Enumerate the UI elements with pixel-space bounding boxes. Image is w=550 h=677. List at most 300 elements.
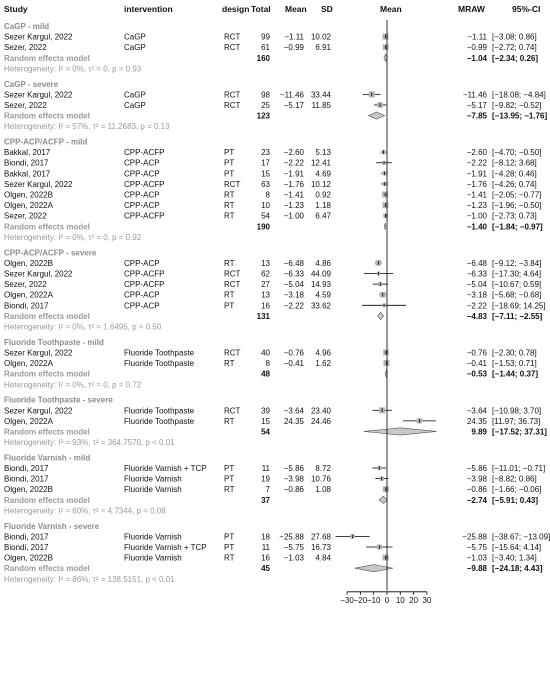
study-mean: −5.17 <box>283 100 304 110</box>
heterogeneity-label: Heterogeneity: I² = 60%, τ² = 4.7344, p = 0.08 <box>4 506 166 516</box>
random-effects-row <box>4 564 543 573</box>
study-mraw: −5.75 <box>466 542 487 552</box>
study-design: PT <box>224 158 235 168</box>
study-row <box>4 554 537 563</box>
study-row <box>4 291 541 300</box>
study-mraw: −2.60 <box>466 148 487 158</box>
study-mean: −0.41 <box>283 359 304 369</box>
header-total: Total <box>251 4 271 14</box>
study-design: RT <box>224 553 235 563</box>
study-intervention: Fluoride Varnish <box>124 474 182 484</box>
study-name: Biondi, 2017 <box>4 532 49 542</box>
study-name: Sezer, 2022 <box>4 280 47 290</box>
study-sd: 4.84 <box>315 553 331 563</box>
study-sd: 4.69 <box>315 169 331 179</box>
study-total: 39 <box>261 406 270 416</box>
x-axis <box>340 20 432 605</box>
study-sd: 6.91 <box>315 43 331 53</box>
study-ci: [−3.40; 1.34] <box>492 553 537 563</box>
study-ci: [−18.69; 14.25] <box>492 301 546 311</box>
group-title: CPP-ACP/ACFP - severe <box>4 248 97 258</box>
study-intervention: Fluoride Toothpaste <box>124 348 195 358</box>
study-mean: −6.48 <box>283 258 304 268</box>
x-tick-label: 10 <box>395 595 405 605</box>
study-total: 63 <box>261 179 270 189</box>
study-total: 15 <box>261 416 270 426</box>
study-ci: [−38.67; −13.09] <box>492 532 550 542</box>
study-intervention: CPP-ACP <box>124 301 160 311</box>
study-design: RCT <box>224 406 241 416</box>
random-effects-row <box>4 370 538 379</box>
study-total: 40 <box>261 348 270 358</box>
study-intervention: CPP-ACP <box>124 290 160 300</box>
study-total: 27 <box>261 280 270 290</box>
study-row <box>4 43 537 52</box>
study-mraw: −0.41 <box>466 359 487 369</box>
study-sd: 10.02 <box>310 32 331 42</box>
study-mraw: −11.46 <box>462 90 487 100</box>
study-intervention: Fluoride Varnish <box>124 532 182 542</box>
random-effects-ci: [−7.11; −2.55] <box>492 311 543 321</box>
study-ci: [−10.67; 0.59] <box>492 280 542 290</box>
random-effects-total: 37 <box>261 495 270 505</box>
study-row <box>4 485 541 494</box>
study-row <box>4 201 541 210</box>
group-title: Fluoride Varnish - severe <box>4 521 100 531</box>
random-effects-mraw: −1.40 <box>466 222 487 232</box>
study-mean: −0.76 <box>283 348 304 358</box>
study-ci: [−4.28; 0.46] <box>492 169 537 179</box>
study-row <box>4 259 541 268</box>
study-mean: −6.33 <box>283 269 304 279</box>
random-effects-row <box>4 112 547 121</box>
heterogeneity-label: Heterogeneity: I² = 0%, τ² = 0, p = 0.72 <box>4 380 142 390</box>
random-effects-mraw: −0.53 <box>466 369 487 379</box>
study-sd: 23.40 <box>310 406 331 416</box>
study-ci: [−2.73; 0.73] <box>492 211 537 221</box>
study-ci: [−2.72; 0.74] <box>492 43 537 53</box>
study-row <box>4 159 537 168</box>
summary-diamond <box>379 496 387 503</box>
study-total: 11 <box>261 542 270 552</box>
heterogeneity-label: Heterogeneity: I² = 93%, τ² = 364.7570, p < 0.01 <box>4 438 175 448</box>
study-sd: 6.47 <box>315 211 331 221</box>
study-mraw: −0.99 <box>466 43 487 53</box>
study-design: RCT <box>224 348 241 358</box>
study-intervention: CPP-ACP <box>124 201 160 211</box>
study-mraw: −1.41 <box>466 190 487 200</box>
study-mraw: −5.17 <box>466 100 487 110</box>
summary-diamond <box>368 112 384 119</box>
heterogeneity-label: Heterogeneity: I² = 0%, τ² = 1.6495, p = 0.50 <box>4 322 162 332</box>
random-effects-label: Random effects model <box>4 311 90 321</box>
study-design: RT <box>224 359 235 369</box>
study-name: Olgen, 2022B <box>4 553 53 563</box>
random-effects-total: 123 <box>256 111 270 121</box>
x-tick-label: 30 <box>422 595 432 605</box>
study-design: PT <box>224 148 235 158</box>
study-mean: −1.11 <box>284 32 304 42</box>
study-mraw: −0.86 <box>466 485 487 495</box>
study-name: Olgen, 2022A <box>4 290 53 300</box>
study-total: 54 <box>261 211 270 221</box>
study-row <box>4 417 540 426</box>
study-row <box>4 348 537 357</box>
study-sd: 1.08 <box>315 485 331 495</box>
study-ci: [−2.05; −0.77] <box>492 190 542 200</box>
study-mean: −0.86 <box>283 485 304 495</box>
study-intervention: CPP-ACFP <box>124 211 165 221</box>
study-total: 7 <box>265 485 270 495</box>
summary-diamond <box>364 428 437 435</box>
study-design: RCT <box>224 179 241 189</box>
study-ci: [−3.08; 0.86] <box>492 32 537 42</box>
study-design: PT <box>224 464 235 474</box>
header-plot-mean: Mean <box>380 4 402 14</box>
study-intervention: Fluoride Varnish + TCP <box>124 542 207 552</box>
header-ci: 95%-CI <box>512 4 541 14</box>
study-sd: 11.85 <box>311 100 331 110</box>
study-name: Olgen, 2022A <box>4 201 53 211</box>
study-design: RT <box>224 190 235 200</box>
study-intervention: CPP-ACFP <box>124 148 165 158</box>
random-effects-label: Random effects model <box>4 369 90 379</box>
study-sd: 33.44 <box>310 90 331 100</box>
study-ci: [−4.70; −0.50] <box>492 148 542 158</box>
random-effects-label: Random effects model <box>4 111 90 121</box>
study-row <box>4 406 541 415</box>
study-total: 62 <box>261 269 270 279</box>
study-ci: [−18.08; −4.84] <box>492 90 546 100</box>
study-total: 61 <box>261 43 270 53</box>
x-tick-label: −10 <box>366 595 381 605</box>
random-effects-total: 45 <box>261 564 270 574</box>
study-ci: [11.97; 36.73] <box>492 416 541 426</box>
study-sd: 1.18 <box>315 201 331 211</box>
study-ci: [−15.64; 4.14] <box>492 542 542 552</box>
study-name: Sezer Kargul, 2022 <box>4 269 73 279</box>
study-mraw: −1.23 <box>466 201 487 211</box>
study-mean: −5.75 <box>283 542 304 552</box>
study-total: 15 <box>261 169 270 179</box>
study-mean: −2.22 <box>283 158 304 168</box>
study-intervention: CPP-ACP <box>124 158 160 168</box>
forest-rows <box>4 22 550 584</box>
study-mraw: −0.76 <box>466 348 487 358</box>
random-effects-ci: [−5.91; 0.43] <box>492 495 539 505</box>
header-mean: Mean <box>285 4 307 14</box>
study-total: 23 <box>261 148 270 158</box>
study-design: PT <box>224 301 235 311</box>
study-mraw: −6.48 <box>466 258 487 268</box>
study-mean: −1.91 <box>283 169 304 179</box>
study-mraw: −3.18 <box>466 290 487 300</box>
study-row <box>4 280 541 289</box>
study-mean: −1.41 <box>283 190 304 200</box>
study-design: RT <box>224 416 235 426</box>
study-total: 8 <box>265 190 270 200</box>
study-row <box>4 101 541 110</box>
study-name: Sezer, 2022 <box>4 43 47 53</box>
study-row <box>4 33 537 42</box>
random-effects-mraw: 9.89 <box>471 427 487 437</box>
study-total: 8 <box>265 359 270 369</box>
study-row <box>4 90 546 99</box>
random-effects-ci: [−13.95; −1.76] <box>492 111 548 121</box>
x-tick-label: 0 <box>384 595 390 605</box>
random-effects-row <box>4 54 538 63</box>
study-name: Sezer, 2022 <box>4 211 47 221</box>
study-mraw: −6.33 <box>466 269 487 279</box>
study-name: Sezer Kargul, 2022 <box>4 179 73 189</box>
group-title: Fluoride Toothpaste - severe <box>4 395 113 405</box>
study-ci: [−9.12; −3.84] <box>492 258 542 268</box>
study-mraw: −3.98 <box>466 474 487 484</box>
header-intervention: intervention <box>124 4 173 14</box>
study-total: 16 <box>261 553 270 563</box>
header-design: design <box>222 4 250 14</box>
study-mean: −25.88 <box>279 532 304 542</box>
study-ci: [−1.53; 0.71] <box>492 359 537 369</box>
summary-diamond <box>385 223 386 230</box>
heterogeneity-label: Heterogeneity: I² = 0%, τ² = 0, p = 0.93 <box>4 64 142 74</box>
random-effects-total: 48 <box>261 369 270 379</box>
study-mean: −5.86 <box>283 464 304 474</box>
study-name: Bakkal, 2017 <box>4 148 51 158</box>
random-effects-ci: [−24.18; 4.43] <box>492 564 543 574</box>
x-tick-label: −20 <box>353 595 368 605</box>
study-sd: 4.86 <box>315 258 331 268</box>
study-total: 99 <box>261 32 270 42</box>
study-intervention: Fluoride Varnish + TCP <box>124 464 207 474</box>
random-effects-label: Random effects model <box>4 495 90 505</box>
study-ci: [−17.30; 4.64] <box>492 269 542 279</box>
study-row <box>4 169 537 178</box>
study-mean: 24.35 <box>283 416 304 426</box>
study-mraw: −1.11 <box>467 32 487 42</box>
study-mean: −2.60 <box>283 148 304 158</box>
x-tick-label: 20 <box>409 595 419 605</box>
study-mean: −11.46 <box>279 90 304 100</box>
study-design: PT <box>224 474 235 484</box>
study-design: PT <box>224 532 235 542</box>
study-name: Sezer Kargul, 2022 <box>4 406 73 416</box>
study-name: Olgen, 2022B <box>4 258 53 268</box>
study-design: RCT <box>224 100 241 110</box>
study-intervention: CPP-ACP <box>124 258 160 268</box>
study-sd: 14.93 <box>310 280 331 290</box>
study-total: 25 <box>261 100 270 110</box>
random-effects-label: Random effects model <box>4 222 90 232</box>
study-total: 19 <box>261 474 270 484</box>
group-title: CPP-ACP/ACFP - mild <box>4 137 88 147</box>
study-intervention: CaGP <box>124 32 146 42</box>
study-intervention: CaGP <box>124 43 146 53</box>
study-design: RT <box>224 258 235 268</box>
study-mraw: −3.64 <box>466 406 487 416</box>
study-ci: [−8.82; 0.86] <box>492 474 537 484</box>
study-intervention: Fluoride Toothpaste <box>124 406 195 416</box>
random-effects-row <box>4 427 547 436</box>
study-intervention: CPP-ACP <box>124 190 160 200</box>
study-name: Olgen, 2022B <box>4 485 53 495</box>
study-ci: [−8.12; 3.68] <box>492 158 537 168</box>
study-total: 10 <box>261 201 270 211</box>
study-name: Sezer, 2022 <box>4 100 47 110</box>
study-mean: −3.98 <box>283 474 304 484</box>
study-name: Olgen, 2022B <box>4 190 53 200</box>
summary-diamond <box>378 312 384 319</box>
study-sd: 27.68 <box>310 532 331 542</box>
study-design: RCT <box>224 90 241 100</box>
study-ci: [−5.68; −0.68] <box>492 290 542 300</box>
study-ci: [−1.66; −0.06] <box>492 485 542 495</box>
study-intervention: Fluoride Varnish <box>124 485 182 495</box>
random-effects-mraw: −9.88 <box>466 564 487 574</box>
random-effects-ci: [−17.52; 37.31] <box>492 427 547 437</box>
study-design: RT <box>224 201 235 211</box>
random-effects-total: 131 <box>256 311 270 321</box>
study-mraw: −1.03 <box>466 553 487 563</box>
study-sd: 8.72 <box>315 464 331 474</box>
study-sd: 33.62 <box>310 301 331 311</box>
heterogeneity-label: Heterogeneity: I² = 57%, τ² = 11.2683, p = 0.13 <box>4 122 170 132</box>
random-effects-ci: [−2.34; 0.26] <box>492 53 539 63</box>
study-row <box>4 270 541 279</box>
study-row <box>4 359 537 368</box>
study-ci: [−2.30; 0.78] <box>492 348 537 358</box>
study-intervention: CaGP <box>124 100 146 110</box>
heterogeneity-label: Heterogeneity: I² = 86%, τ² = 138.5151, p < 0.01 <box>4 574 175 584</box>
header-sd: SD <box>321 4 333 14</box>
random-effects-row <box>4 222 543 231</box>
study-design: RT <box>224 485 235 495</box>
study-mean: −1.23 <box>283 201 304 211</box>
study-intervention: CPP-ACFP <box>124 280 165 290</box>
header-row <box>4 4 540 14</box>
random-effects-mraw: −2.74 <box>466 495 487 505</box>
study-design: PT <box>224 542 235 552</box>
study-sd: 10.12 <box>310 179 331 189</box>
random-effects-label: Random effects model <box>4 564 90 574</box>
study-mean: −2.22 <box>283 301 304 311</box>
study-design: RCT <box>224 269 241 279</box>
study-name: Bakkal, 2017 <box>4 169 51 179</box>
random-effects-total: 160 <box>256 53 270 63</box>
group-title: Fluoride Toothpaste - mild <box>4 337 104 347</box>
study-name: Biondi, 2017 <box>4 464 49 474</box>
study-mean: −0.99 <box>283 43 304 53</box>
group-title: CaGP - severe <box>4 79 59 89</box>
group-title: CaGP - mild <box>4 22 50 31</box>
group-title: Fluoride Varnish - mild <box>4 453 91 463</box>
study-row <box>4 543 541 552</box>
study-ci: [−11.01; −0.71] <box>492 464 546 474</box>
study-name: Sezer Kargul, 2022 <box>4 32 73 42</box>
study-sd: 10.76 <box>310 474 331 484</box>
study-ci: [−4.26; 0.74] <box>492 179 537 189</box>
study-mraw: −1.91 <box>466 169 487 179</box>
study-name: Biondi, 2017 <box>4 158 49 168</box>
random-effects-label: Random effects model <box>4 53 90 63</box>
random-effects-label: Random effects model <box>4 427 90 437</box>
study-row <box>4 464 545 473</box>
study-row <box>4 532 550 541</box>
study-sd: 16.73 <box>310 542 331 552</box>
study-intervention: Fluoride Varnish <box>124 553 182 563</box>
study-mraw: −1.00 <box>466 211 487 221</box>
study-intervention: CaGP <box>124 90 146 100</box>
study-total: 98 <box>261 90 270 100</box>
study-intervention: Fluoride Toothpaste <box>124 416 195 426</box>
random-effects-total: 190 <box>256 222 270 232</box>
study-design: PT <box>224 169 235 179</box>
study-sd: 4.59 <box>315 290 331 300</box>
study-design: RCT <box>224 43 241 53</box>
study-intervention: CPP-ACFP <box>124 179 165 189</box>
random-effects-total: 54 <box>261 427 270 437</box>
random-effects-mraw: −4.83 <box>466 311 487 321</box>
study-row <box>4 180 537 189</box>
study-ci: [−1.96; −0.50] <box>492 201 542 211</box>
study-sd: 12.41 <box>310 158 331 168</box>
study-total: 13 <box>261 258 270 268</box>
study-mean: −5.04 <box>283 280 304 290</box>
study-row <box>4 475 537 484</box>
study-intervention: CPP-ACP <box>124 169 160 179</box>
study-total: 18 <box>261 532 270 542</box>
study-mraw: 24.35 <box>466 416 487 426</box>
x-tick-label: −30 <box>340 595 354 605</box>
study-mean: −1.03 <box>283 553 304 563</box>
heterogeneity-label: Heterogeneity: I² = 0%, τ² = 0, p = 0.92 <box>4 232 142 242</box>
study-mraw: −2.22 <box>466 301 487 311</box>
study-total: 17 <box>261 158 270 168</box>
study-total: 11 <box>261 464 270 474</box>
study-total: 16 <box>261 301 270 311</box>
study-sd: 1.62 <box>315 359 331 369</box>
study-intervention: CPP-ACFP <box>124 269 165 279</box>
study-sd: 4.96 <box>315 348 331 358</box>
study-name: Olgen, 2022A <box>4 359 53 369</box>
study-sd: 0.92 <box>315 190 331 200</box>
study-mean: −1.76 <box>283 179 304 189</box>
study-design: RT <box>224 211 235 221</box>
random-effects-row <box>4 496 538 505</box>
study-mraw: −1.76 <box>466 179 487 189</box>
study-sd: 24.46 <box>310 416 331 426</box>
study-mraw: −5.04 <box>466 280 487 290</box>
random-effects-ci: [−1.84; −0.97] <box>492 222 543 232</box>
study-name: Sezer Kargul, 2022 <box>4 348 73 358</box>
study-total: 13 <box>261 290 270 300</box>
study-row <box>4 191 541 200</box>
study-mraw: −25.88 <box>462 532 487 542</box>
study-ci: [−9.82; −0.52] <box>492 100 542 110</box>
study-sd: 44.09 <box>310 269 331 279</box>
study-ci: [−10.98; 3.70] <box>492 406 542 416</box>
study-design: RCT <box>224 32 241 42</box>
study-name: Sezer Kargul, 2022 <box>4 90 73 100</box>
header-mraw: MRAW <box>458 4 485 14</box>
study-mean: −1.00 <box>283 211 304 221</box>
study-intervention: Fluoride Toothpaste <box>124 359 195 369</box>
study-sd: 5.13 <box>315 148 331 158</box>
study-mean: −3.64 <box>283 406 304 416</box>
random-effects-mraw: −7.85 <box>466 111 487 121</box>
study-name: Olgen, 2022A <box>4 416 53 426</box>
header-study: Study <box>4 4 28 14</box>
